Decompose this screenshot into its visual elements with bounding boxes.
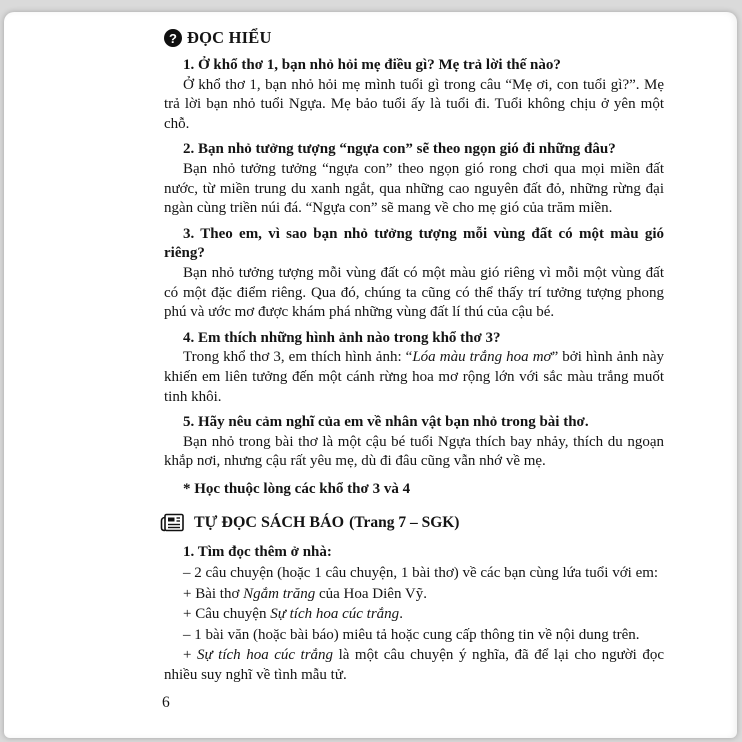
answer-2: Bạn nhỏ tưởng tưởng “ngựa con” theo ngọn gió rong chơi qua mọi miền đất nước, từ miền trung du xanh ngắt, qua những cao nguyên đất đỏ, những rừng đại ngàn cùng triền núi đá. “Ngựa con” sẽ mang về cho mẹ gió của trăm miền.: [164, 160, 664, 217]
page-number: 6: [162, 694, 170, 711]
item-2-pre: + Bài thơ: [183, 585, 244, 602]
doc-hieu-header: [164, 28, 664, 48]
item-2-title: Ngắm trăng: [243, 585, 316, 602]
answer-5: Bạn nhỏ trong bài thơ là một cậu bé tuổi Ngựa thích bay nhảy, thích du ngoạn khắp nơi, nhưng cậu rất yêu mẹ, dù đi đâu cũng vẫn nhớ về mẹ.: [164, 433, 664, 470]
item-3-post: .: [399, 606, 403, 623]
tu-doc-subtitle: (Trang 7 – SGK): [349, 514, 460, 532]
tu-doc-title: TỰ ĐỌC SÁCH BÁO: [194, 514, 345, 532]
answer-4-text: Trong khổ thơ 3, em thích hình ảnh: “: [183, 349, 413, 366]
answer-4-rest: ” bởi hình ảnh này khiến em liên tưởng đến một cánh rừng hoa mơ rộng lớn với sắc màu trắng muốt tinh khôi.: [164, 349, 664, 405]
item-5-title: Sự tích hoa cúc trắng: [196, 647, 334, 664]
item-5-post: là một câu chuyện ý nghĩa, đã để lại cho người đọc nhiều suy nghĩ về tình mẫu tử.: [164, 647, 664, 684]
answer-4: [164, 348, 664, 407]
question-4: 4. Em thích những hình ảnh nào trong khổ thơ 3?: [183, 329, 501, 346]
question-1: 1. Ở khổ thơ 1, bạn nhỏ hỏi mẹ điều gì? Mẹ trả lời thế nào?: [183, 57, 561, 73]
list-item-3: [164, 605, 664, 625]
answer-1: Ở khổ thơ 1, bạn nhỏ hỏi mẹ mình tuổi gì trong câu “Mẹ ơi, con tuổi gì?”. Mẹ trả lời bạn nhỏ tuổi Ngựa. Mẹ bảo tuổi ấy là tuổi đi. Tuổi không chịu ở yên một chỗ.: [164, 76, 664, 132]
tu-doc-heading: 1. Tìm đọc thêm ở nhà:: [183, 544, 332, 561]
item-2-post: của Hoa Diên Vỹ.: [315, 585, 428, 602]
doc-hieu-title: ĐỌC HIỂU: [187, 28, 272, 47]
tu-doc-header: [160, 512, 664, 534]
list-item-5: [164, 646, 664, 685]
question-2: 2. Bạn nhỏ tưởng tượng “ngựa con” sẽ theo ngọn gió đi những đâu?: [183, 141, 616, 158]
item-5-pre: +: [183, 647, 197, 664]
newspaper-icon: [160, 512, 187, 534]
page-content: [164, 28, 664, 686]
item-3-title: Sự tích hoa cúc trắng: [270, 606, 400, 623]
answer-4-quote: Lóa màu trắng hoa mơ: [412, 349, 552, 366]
list-item-4: – 1 bài văn (hoặc bài báo) miêu tả hoặc cung cấp thông tin về nội dung trên.: [183, 626, 640, 643]
list-item-1: – 2 câu chuyện (hoặc 1 câu chuyện, 1 bài thơ) về các bạn cùng lứa tuổi với em:: [183, 565, 659, 582]
question-3: 3. Theo em, vì sao bạn nhỏ tưởng tượng mỗi vùng đất có một màu gió riêng?: [164, 225, 664, 262]
list-item-2: [164, 585, 664, 605]
item-3-pre: + Câu chuyện: [183, 606, 271, 623]
book-page: [4, 12, 737, 738]
memorize-note: * Học thuộc lòng các khổ thơ 3 và 4: [183, 480, 411, 497]
question-5: 5. Hãy nêu cảm nghĩ của em về nhân vật bạn nhỏ trong bài thơ.: [183, 414, 589, 431]
answer-3: Bạn nhỏ tưởng tượng mỗi vùng đất có một màu gió riêng vì mỗi một vùng đất có một đặc điểm riêng. Qua đó, chúng ta cũng có thể thấy trí tưởng tượng phong phú và ước mơ được khám phá những vùng đất lí thú của cậu bé.: [164, 264, 664, 321]
question-mark-icon: ?: [164, 29, 182, 47]
